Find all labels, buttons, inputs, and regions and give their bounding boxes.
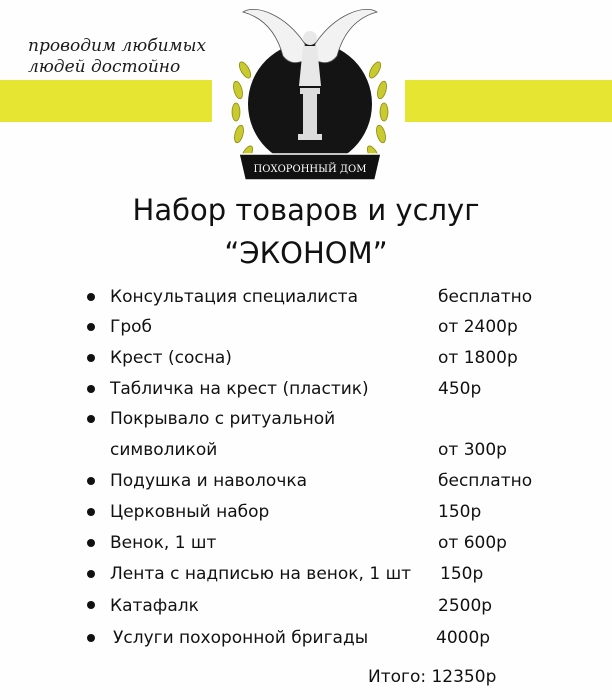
slogan-line-1: проводим любимых: [28, 36, 207, 56]
bullet-icon: [87, 570, 95, 578]
item-price: 150р: [440, 564, 484, 584]
slogan: [28, 36, 206, 78]
item-price: от 2400р: [438, 317, 518, 337]
bullet-icon: [87, 634, 95, 642]
item-name: Консультация специалиста: [110, 287, 358, 307]
item-name: Крест (сосна): [110, 348, 232, 368]
item-price: 2500р: [438, 596, 493, 616]
yellow-stripe-left: [0, 80, 212, 122]
bullet-icon: [87, 293, 95, 301]
logo-banner-text: ПОХОРОННЫЙ ДОМ: [253, 164, 367, 175]
item-name: Гроб: [110, 317, 153, 337]
bullet-icon: [87, 385, 95, 393]
page-title: Набор товаров и услуг: [132, 193, 480, 227]
item-name: Лента с надписью на венок, 1 шт: [110, 564, 412, 584]
funeral-home-logo: [225, 4, 395, 194]
item-price: от 1800р: [438, 348, 518, 368]
yellow-stripe-right: [405, 80, 612, 122]
item-name: Услуги похоронной бригады: [113, 628, 369, 648]
total-sum: Итого: 12350р: [368, 667, 497, 687]
item-name: Табличка на крест (пластик): [110, 379, 369, 399]
package-name: “ЭКОНОМ”: [224, 236, 388, 270]
item-name-continued: символикой: [110, 440, 218, 460]
item-price: 450р: [438, 379, 482, 399]
item-name: Церковный набор: [110, 502, 270, 522]
bullet-icon: [87, 415, 95, 423]
item-price: 150р: [438, 502, 482, 522]
bullet-icon: [87, 601, 95, 609]
item-name: Подушка и наволочка: [110, 471, 308, 491]
bullet-icon: [87, 508, 95, 516]
slogan-line-2: людей достойно: [28, 57, 181, 77]
item-price: бесплатно: [438, 287, 533, 307]
item-name: Покрывало с ритуальной: [110, 409, 336, 429]
bullet-icon: [87, 477, 95, 485]
item-price: бесплатно: [438, 471, 533, 491]
item-price: от 300р: [438, 440, 507, 460]
item-price: от 600р: [438, 533, 507, 553]
bullet-icon: [87, 323, 95, 331]
item-price: 4000р: [436, 628, 491, 648]
item-name: Венок, 1 шт: [110, 533, 217, 553]
bullet-icon: [87, 539, 95, 547]
angel-figure-icon: [299, 31, 321, 86]
item-name: Катафалк: [110, 596, 199, 616]
bullet-icon: [87, 354, 95, 362]
